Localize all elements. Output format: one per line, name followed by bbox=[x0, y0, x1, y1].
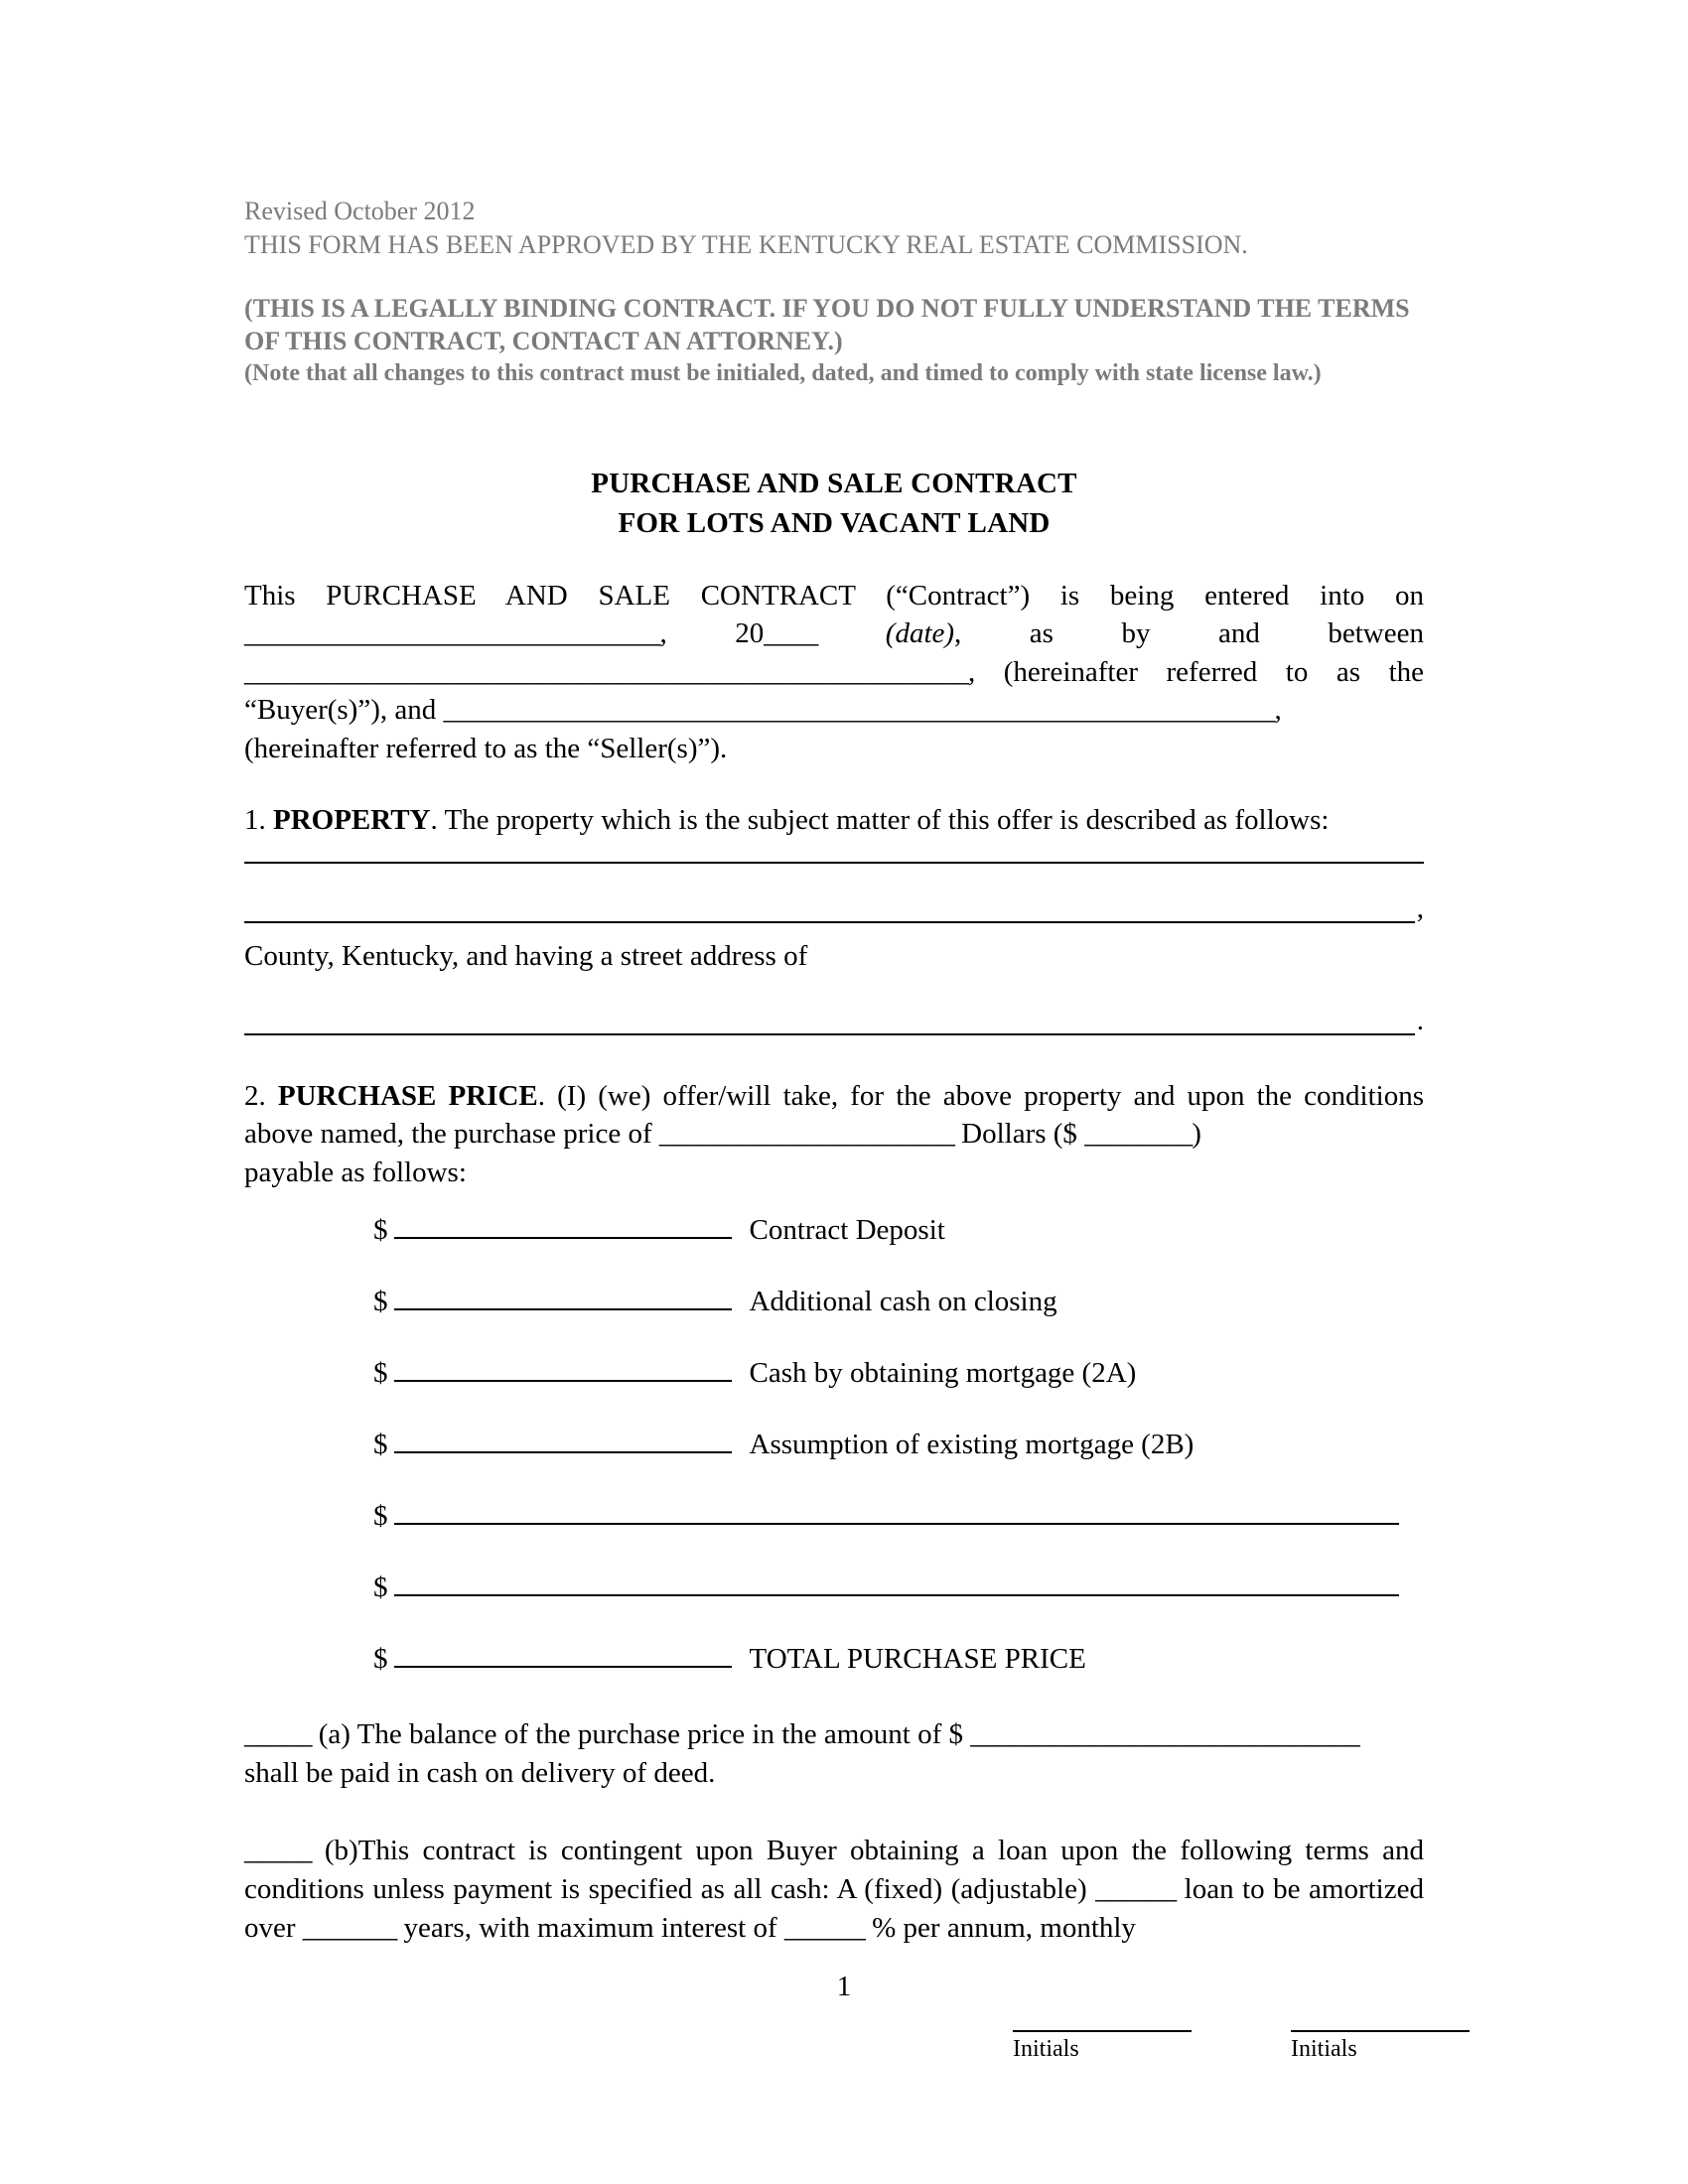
clause-b-text-3: years, with maximum interest of bbox=[403, 1911, 777, 1944]
section-2-period: . bbox=[537, 1079, 545, 1112]
clause-b-checkbox-blank[interactable]: _____ bbox=[244, 1835, 312, 1867]
clause-a-checkbox-blank[interactable]: _____ bbox=[244, 1718, 312, 1751]
property-line-2-comma: , bbox=[1416, 892, 1424, 925]
total-purchase-price-input[interactable] bbox=[394, 1638, 732, 1668]
title-line-1: PURCHASE AND SALE CONTRACT bbox=[591, 468, 1077, 500]
seller-name-blank-field[interactable]: ______________________________________________________________ bbox=[443, 694, 1275, 727]
initials-cell-right bbox=[1291, 2030, 1489, 2063]
payment-row-cash-by-mortgage bbox=[244, 1352, 1424, 1390]
additional-cash-label: Additional cash on closing bbox=[749, 1286, 1057, 1318]
approval-statement: THIS FORM HAS BEEN APPROVED BY THE KENTUCKY REAL ESTATE COMMISSION. bbox=[244, 229, 1248, 259]
dollars-label: Dollars ($ bbox=[961, 1118, 1077, 1151]
section-1-number: 1. bbox=[244, 804, 266, 837]
property-description-line-2[interactable] bbox=[244, 921, 1415, 923]
payment-blank-input-2[interactable] bbox=[394, 1567, 1399, 1596]
dollar-sign: $ bbox=[373, 1571, 388, 1604]
dollar-sign: $ bbox=[373, 1214, 388, 1247]
dollar-sign: $ bbox=[373, 1429, 388, 1461]
property-description-line-2-row bbox=[244, 894, 1424, 923]
clause-b-text-2: loan to be amortized over bbox=[244, 1872, 1424, 1944]
county-line: County, Kentucky, and having a street address of bbox=[244, 940, 808, 973]
clause-b-years-blank[interactable]: _______ bbox=[302, 1911, 397, 1944]
clause-a-amount-blank[interactable]: _____________________________ bbox=[970, 1718, 1359, 1751]
clause-a-last-line bbox=[244, 1754, 1424, 1793]
initials-cell-left bbox=[1013, 2030, 1211, 2063]
intro-comma-1: , bbox=[659, 617, 667, 650]
payment-row-contract-deposit bbox=[244, 1209, 1424, 1247]
payable-label: payable as follows: bbox=[244, 1156, 467, 1188]
section-1-property bbox=[244, 801, 1424, 840]
payment-row-total bbox=[244, 1638, 1424, 1676]
payment-row-additional-cash bbox=[244, 1281, 1424, 1318]
changes-note: (Note that all changes to this contract must be initialed, dated, and timed to comply with state license law.) bbox=[244, 360, 1322, 387]
year-blank-field[interactable]: ____ bbox=[764, 617, 818, 650]
intro-segment-4: , (hereinafter referred to as bbox=[968, 655, 1361, 688]
page-number: 1 bbox=[836, 1971, 852, 2002]
assumption-mortgage-input[interactable] bbox=[394, 1424, 732, 1453]
section-2-number: 2. bbox=[244, 1079, 266, 1112]
street-address-blank-line[interactable] bbox=[244, 1033, 1415, 1035]
assumption-mortgage-label: Assumption of existing mortgage (2B) bbox=[749, 1429, 1195, 1461]
contract-deposit-label: Contract Deposit bbox=[749, 1214, 945, 1247]
intro-segment-1: This PURCHASE AND SALE CONTRACT (“Contract”) is being entered into on bbox=[244, 579, 1424, 612]
payment-blank-input-1[interactable] bbox=[394, 1495, 1399, 1525]
section-1-period: . bbox=[430, 804, 438, 837]
year-prefix: 20 bbox=[735, 617, 765, 650]
payment-schedule-list bbox=[244, 1209, 1424, 1676]
section-2-purchase-price bbox=[244, 1077, 1424, 1154]
dollar-sign: $ bbox=[373, 1357, 388, 1390]
dollar-sign: $ bbox=[373, 1286, 388, 1318]
intro-last-line bbox=[244, 730, 1424, 768]
clause-a-text-1: (a) The balance of the purchase price in the amount of $ bbox=[318, 1718, 964, 1751]
intro-segment-7: (hereinafter referred to as the “Seller(s)”). bbox=[244, 732, 728, 764]
title-line-2: FOR LOTS AND VACANT LAND bbox=[618, 506, 1051, 539]
section-2-text: (I) (we) offer/will take, for the above property and upon the conditions above named, the purchase price of bbox=[244, 1079, 1424, 1151]
street-address-period: . bbox=[1416, 1004, 1424, 1036]
payment-row-blank-1 bbox=[244, 1495, 1424, 1533]
intro-comma-2: , bbox=[1274, 694, 1282, 727]
clause-b-loan-type-blank[interactable]: ______ bbox=[1095, 1872, 1177, 1905]
cash-by-mortgage-input[interactable] bbox=[394, 1352, 732, 1382]
property-description-line-1[interactable] bbox=[244, 862, 1424, 864]
intro-segment-5: the “Buyer(s)”), and bbox=[244, 655, 1425, 727]
initials-label-right: Initials bbox=[1291, 2036, 1357, 2062]
date-italic-label: (date) bbox=[885, 617, 955, 650]
additional-cash-input[interactable] bbox=[394, 1281, 732, 1310]
document-content bbox=[244, 195, 1424, 1947]
initials-row bbox=[1013, 2030, 1489, 2063]
payment-row-assumption-mortgage bbox=[244, 1424, 1424, 1461]
payable-as-follows-line bbox=[244, 1154, 1424, 1192]
form-header-block bbox=[244, 195, 1424, 389]
intro-paragraph bbox=[244, 577, 1424, 730]
dollar-sign: $ bbox=[373, 1500, 388, 1533]
section-2-heading: PURCHASE PRICE bbox=[277, 1079, 538, 1112]
price-amount-blank-field[interactable]: ________ bbox=[1084, 1118, 1193, 1151]
price-words-blank-field[interactable]: ______________________ bbox=[658, 1118, 954, 1151]
contract-deposit-input[interactable] bbox=[394, 1209, 732, 1239]
street-address-line-row bbox=[244, 1004, 1424, 1036]
section-1-text: The property which is the subject matter of this offer is described as follows: bbox=[444, 804, 1330, 837]
total-purchase-price-label: TOTAL PURCHASE PRICE bbox=[749, 1643, 1086, 1676]
clause-a-text-2: shall be paid in cash on delivery of deed. bbox=[244, 1756, 716, 1789]
cash-by-mortgage-label: Cash by obtaining mortgage (2A) bbox=[749, 1357, 1137, 1390]
dollar-sign: $ bbox=[373, 1643, 388, 1676]
section-1-heading: PROPERTY bbox=[273, 804, 431, 837]
payment-row-blank-2 bbox=[244, 1567, 1424, 1604]
revision-date: Revised October 2012 bbox=[244, 197, 476, 225]
page-title bbox=[244, 465, 1424, 542]
price-paren-close: ) bbox=[1192, 1118, 1201, 1151]
initials-label-left: Initials bbox=[1013, 2036, 1079, 2062]
clause-b-interest-blank[interactable]: ______ bbox=[783, 1911, 865, 1944]
clause-b-text-1: (b)This contract is contingent upon Buyer obtaining a loan upon the following terms and conditions unless payment is specified as all cash: A (fixed) (adjustable) bbox=[244, 1835, 1425, 1905]
clause-b-text-4: % per annum, monthly bbox=[872, 1911, 1136, 1944]
legal-binding-notice: (THIS IS A LEGALLY BINDING CONTRACT. IF YOU DO NOT FULLY UNDERSTAND THE TERMS OF THIS CONTRACT, CONTACT AN ATTORNEY.) bbox=[244, 293, 1410, 356]
intro-segment-3: , as by and between bbox=[954, 617, 1424, 650]
date-blank-field[interactable]: _______________________________ bbox=[244, 617, 660, 650]
buyer-name-blank-field[interactable]: ______________________________________________________ bbox=[244, 655, 968, 688]
clause-b bbox=[244, 1832, 1424, 1947]
clause-a bbox=[244, 1715, 1424, 1754]
